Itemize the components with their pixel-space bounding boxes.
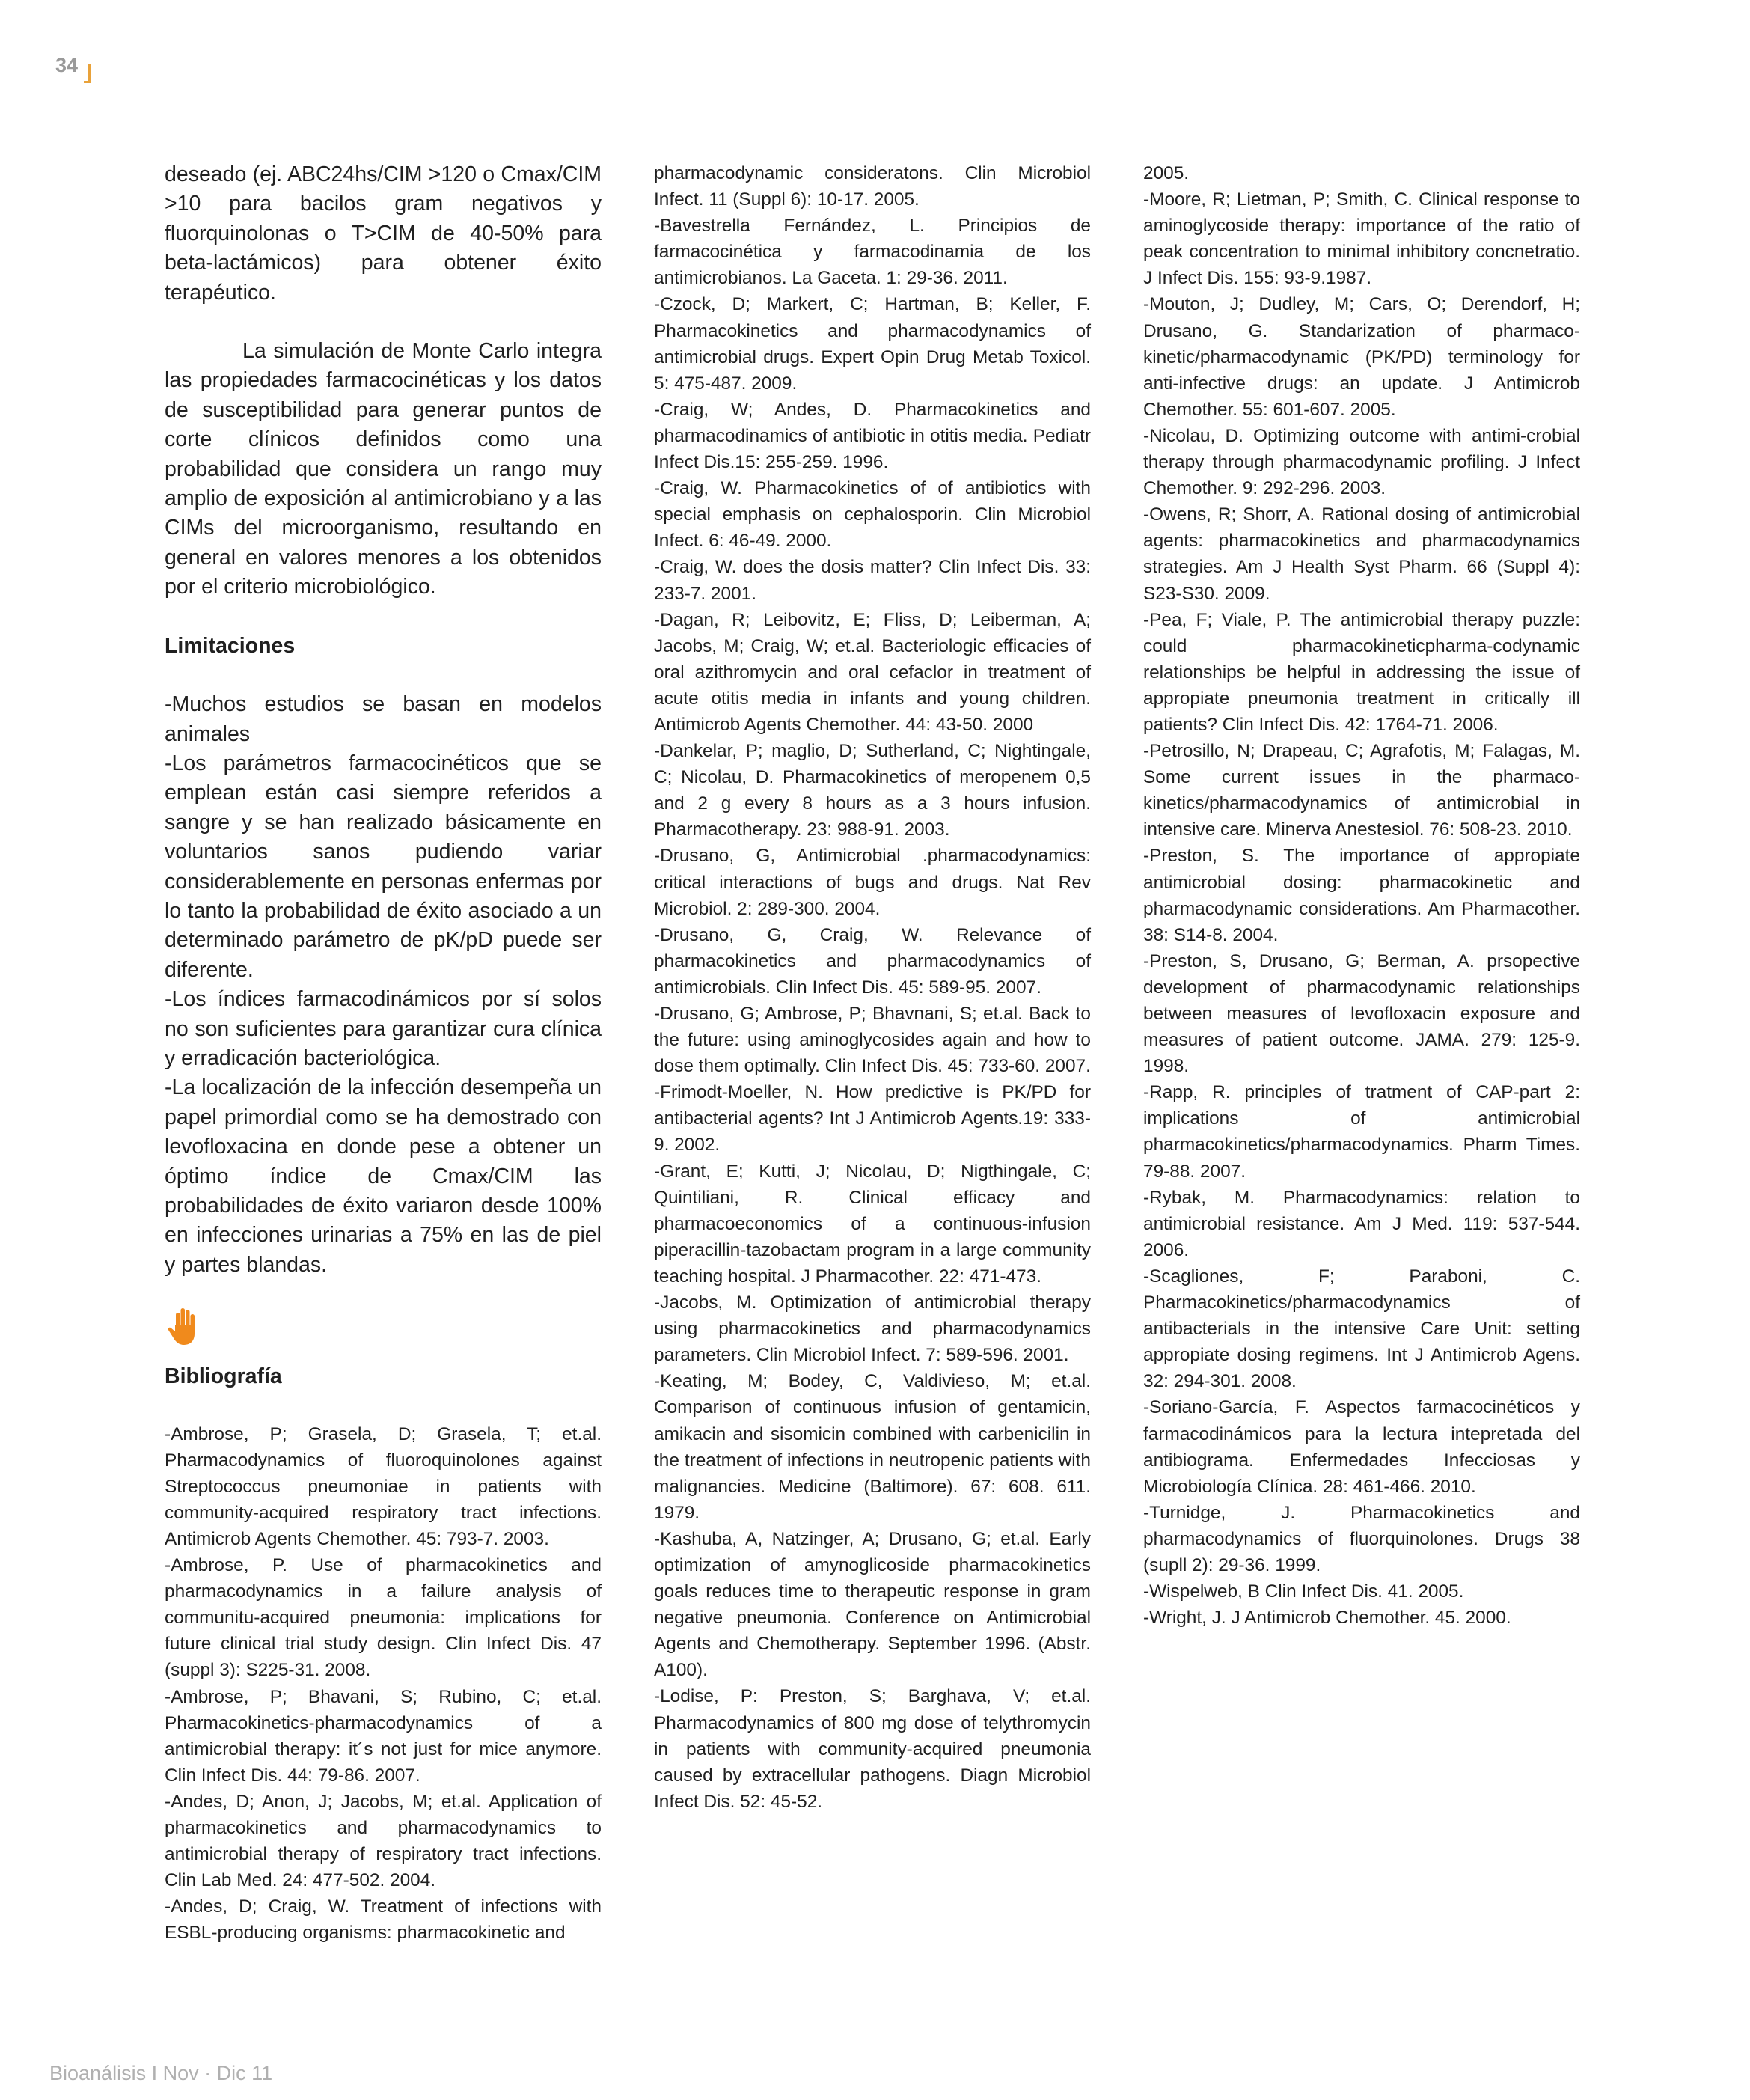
reference-item: -Soriano-García, F. Aspectos farmacocinéticos y farmacodinámicos para la lectura intepretada del antibiograma. Enfermedades Infecciosas y Microbiología Clínica. 28: 461-466. 2010. (1143, 1397, 1580, 1497)
page-number-mark (84, 64, 91, 83)
reference-item: -Lodise, P: Preston, S; Barghava, V; et.al. Pharmacodynamics of 800 mg dose of telythromycin in patients with community-acquired pneumonia caused by extracellular pathogens. Diagn Microbiol Infect Dis. 52: 45-52. (654, 1686, 1091, 1812)
reference-item: -Jacobs, M. Optimization of antimicrobial therapy using pharmacokinetics and pharmacodynamics parameters. Clin Microbiol Infect. 7: 589-596. 2001. (654, 1292, 1091, 1366)
reference-item: -Owens, R; Shorr, A. Rational dosing of antimicrobial agents: pharmacokinetics and pharmacodynamics strategies. Am J Health Syst Pharm. 66 (Suppl 4): S23-S30. 2009. (1143, 504, 1580, 604)
column-1 (165, 160, 602, 1947)
reference-item: -Scagliones, F; Paraboni, C. Pharmacokinetics/pharmacodynamics of antibacterials in the intensive Care Unit: setting appropiate dosing regimens. Int J Antimicrob Agens. 32: 294-301. 2008. (1143, 1266, 1580, 1392)
reference-item: -Czock, D; Markert, C; Hartman, B; Keller, F. Pharmacokinetics and pharmacodynamics of antimicrobial drugs. Expert Opin Drug Metab Toxicol. 5: 475-487. 2009. (654, 294, 1091, 394)
bibliography-heading: Bibliografía (165, 1364, 282, 1389)
column-2 (654, 160, 1091, 1815)
intro-paragraph: deseado (ej. ABC24hs/CIM >120 o Cmax/CIM >10 para bacilos gram negativos y fluorquinolonas o T>CIM de 40-50% para beta-lactámicos) para obtener éxito terapéutico. (165, 162, 602, 305)
limitation-item: -La localización de la infección desempeña un papel primordial como se ha demostrado con levofloxacina en donde pese a obtener un óptimo índice de Cmax/CIM las probabilidades de éxito variaron desde 100% en infecciones urinarias a 75% en las de piel y partes blandas. (165, 1075, 602, 1277)
reference-item: -Keating, M; Bodey, C, Valdivieso, M; et.al. Comparison of continuous infusion of gentamicin, amikacin and sisomicin combined with carbenicilin in the treatment of infections in neutropenic patients with malignancies. Medicine (Baltimore). 67: 608. 611. 1979. (654, 1371, 1091, 1523)
reference-item: -Preston, S. The importance of appropiate antimicrobial dosing: pharmacokinetic and pharmacodynamic considerations. Am Pharmacother. 38: S14-8. 2004. (1143, 846, 1580, 945)
footer-publication: Bioanálisis I Nov · Dic 11 (49, 2062, 273, 2084)
reference-item: -Petrosillo, N; Drapeau, C; Agrafotis, M; Falagas, M. Some current issues in the pharmaco-kinetics/pharmacodynamics of antimicrobial in intensive care. Minerva Anestesiol. 76: 508-23. 2010. (1143, 741, 1580, 840)
reference-item: pharmacodynamic consideratons. Clin Microbiol Infect. 11 (Suppl 6): 10-17. 2005. (654, 163, 1091, 210)
limitation-item: -Los parámetros farmacocinéticos que se emplean están casi siempre referidos a sangre y se han realizado básicamente en voluntarios sanos pudiendo variar considerablemente en personas enfermas por lo tanto la probabilidad de éxito asociado a un determinado parámetro de pK/pD puede ser diferente. (165, 751, 602, 982)
reference-item: -Wispelweb, B Clin Infect Dis. 41. 2005. (1143, 1581, 1464, 1602)
reference-item: -Dagan, R; Leibovitz, E; Fliss, D; Leiberman, A; Jacobs, M; Craig, W; et.al. Bacteriologic efficacies of oral azithromycin and oral cefaclor in treatment of acute otitis media in infants and young children. Antimicrob Agents Chemother. 44: 43-50. 2000 (654, 609, 1091, 735)
limitations-heading: Limitaciones (165, 633, 296, 658)
reference-item: -Mouton, J; Dudley, M; Cars, O; Derendorf, H; Drusano, G. Standarization of pharmaco-kinetic/pharmacodynamic (PK/PD) terminology for anti-infective drugs: an update. J Antimicrob Chemother. 55: 601-607. 2005. (1143, 294, 1580, 420)
reference-item: -Ambrose, P; Grasela, D; Grasela, T; et.al. Pharmacodynamics of fluoroquinolones against Streptococcus pneumoniae in patients with community-acquired respiratory tract infections. Antimicrob Agents Chemother. 45: 793-7. 2003. (165, 1423, 602, 1549)
reference-item: -Craig, W. Pharmacokinetics of of antibiotics with special emphasis on cephalosporin. Clin Microbiol Infect. 6: 46-49. 2000. (654, 478, 1091, 552)
raised-hand-icon (168, 1307, 201, 1346)
reference-item: -Andes, D; Anon, J; Jacobs, M; et.al. Application of pharmacokinetics and pharmacodynamics to antimicrobial therapy of respiratory tract infections. Clin Lab Med. 24: 477-502. 2004. (165, 1791, 602, 1891)
column-3 (1143, 160, 1580, 1631)
reference-item: -Wright, J. J Antimicrob Chemother. 45. 2000. (1143, 1608, 1511, 1629)
limitation-item: -Los índices farmacodinámicos por sí solos no son suficientes para garantizar cura clínica y erradicación bacteriológica. (165, 987, 602, 1070)
reference-item: -Rybak, M. Pharmacodynamics: relation to antimicrobial resistance. Am J Med. 119: 537-544. 2006. (1143, 1187, 1580, 1260)
reference-item: 2005. (1143, 163, 1190, 183)
reference-item: -Kashuba, A, Natzinger, A; Drusano, G; et.al. Early optimization of amynoglicoside pharmacokinetics goals reduces time to therapeutic response in gram negative pneumonia. Conference on Antimicrobial Agents and Chemotherapy. September 1996. (Abstr. A100). (654, 1528, 1091, 1681)
reference-item: -Ambrose, P; Bhavani, S; Rubino, C; et.al. Pharmacokinetics-pharmacodynamics of a antimicrobial therapy: it´s not just for mice anymore. Clin Infect Dis. 44: 79-86. 2007. (165, 1686, 602, 1786)
reference-item: -Drusano, G; Ambrose, P; Bhavnani, S; et.al. Back to the future: using aminoglycosides again and how to dose them optimally. Clin Infect Dis. 45: 733-60. 2007. (654, 1004, 1091, 1077)
reference-item: -Craig, W; Andes, D. Pharmacokinetics and pharmacodinamics of antibiotic in otitis media. Pediatr Infect Dis.15: 255-259. 1996. (654, 399, 1091, 473)
reference-item: -Craig, W. does the dosis matter? Clin Infect Dis. 33: 233-7. 2001. (654, 557, 1091, 604)
monte-carlo-paragraph: La simulación de Monte Carlo integra las propiedades farmacocinéticas y los datos de susceptibilidad para generar puntos de corte clínicos definidos como una probabilidad que considera un rango muy amplio de exposición al antimicrobiano y a las CIMs del microorganismo, resultando en general en valores menores a los obtenidos por el criterio microbiológico. (165, 339, 602, 599)
reference-item: -Frimodt-Moeller, N. How predictive is PK/PD for antibacterial agents? Int J Antimicrob Agents.19: 333-9. 2002. (654, 1082, 1091, 1156)
reference-item: -Drusano, G, Antimicrobial .pharmacodynamics: critical interactions of bugs and drugs. Nat Rev Microbiol. 2: 289-300. 2004. (654, 846, 1091, 919)
limitation-item: -Muchos estudios se basan en modelos animales (165, 692, 602, 746)
reference-item: -Moore, R; Lietman, P; Smith, C. Clinical response to aminoglycoside therapy: importance of the ratio of peak concentration to minimal inhibitory concnetratio. J Infect Dis. 155: 93-9.1987. (1143, 189, 1580, 289)
reference-item: -Drusano, G, Craig, W. Relevance of pharmacokinetics and pharmacodynamics of antimicrobials. Clin Infect Dis. 45: 589-95. 2007. (654, 924, 1091, 998)
reference-item: -Bavestrella Fernández, L. Principios de farmacocinética y farmacodinamia de los antimicrobianos. La Gaceta. 1: 29-36. 2011. (654, 216, 1091, 289)
reference-item: -Ambrose, P. Use of pharmacokinetics and pharmacodynamics in a failure analysis of communitu-acquired pneumonia: implications for future clinical trial study design. Clin Infect Dis. 47 (suppl 3): S225-31. 2008. (165, 1555, 602, 1681)
reference-item: -Preston, S, Drusano, G; Berman, A. prsopective development of pharmacodynamic relationships between measures of levofloxacin exposure and measures of patient outcome. JAMA. 279: 125-9. 1998. (1143, 950, 1580, 1077)
reference-item: -Rapp, R. principles of tratment of CAP-part 2: implications of antimicrobial pharmacokinetics/pharmacodynamics. Pharm Times. 79-88. 2007. (1143, 1082, 1580, 1182)
reference-item: -Dankelar, P; maglio, D; Sutherland, C; Nightingale, C; Nicolau, D. Pharmacokinetics of meropenem 0,5 and 2 g every 8 hours as a 3 hours infusion. Pharmacotherapy. 23: 988-91. 2003. (654, 741, 1091, 840)
reference-item: -Pea, F; Viale, P. The antimicrobial therapy puzzle: could pharmacokineticpharma-codynamic relationships be helpful in addressing the issue of appropiate pneumonia treatment in critically ill patients? Clin Infect Dis. 42: 1764-71. 2006. (1143, 609, 1580, 735)
reference-item: -Nicolau, D. Optimizing outcome with antimi-crobial therapy through pharmacodynamic profiling. J Infect Chemother. 9: 292-296. 2003. (1143, 425, 1580, 499)
reference-item: -Grant, E; Kutti, J; Nicolau, D; Nigthingale, C; Quintiliani, R. Clinical efficacy and pharmacoeconomics of a continuous-infusion piperacillin-tazobactam program in a large community teaching hospital. J Pharmacother. 22: 471-473. (654, 1161, 1091, 1286)
reference-item: -Turnidge, J. Pharmacokinetics and pharmacodynamics of fluorquinolones. Drugs 38 (supll 2): 29-36. 1999. (1143, 1502, 1580, 1575)
page-number: 34 (55, 54, 79, 76)
reference-item: -Andes, D; Craig, W. Treatment of infections with ESBL-producing organisms: pharmacokinetic and (165, 1896, 602, 1944)
